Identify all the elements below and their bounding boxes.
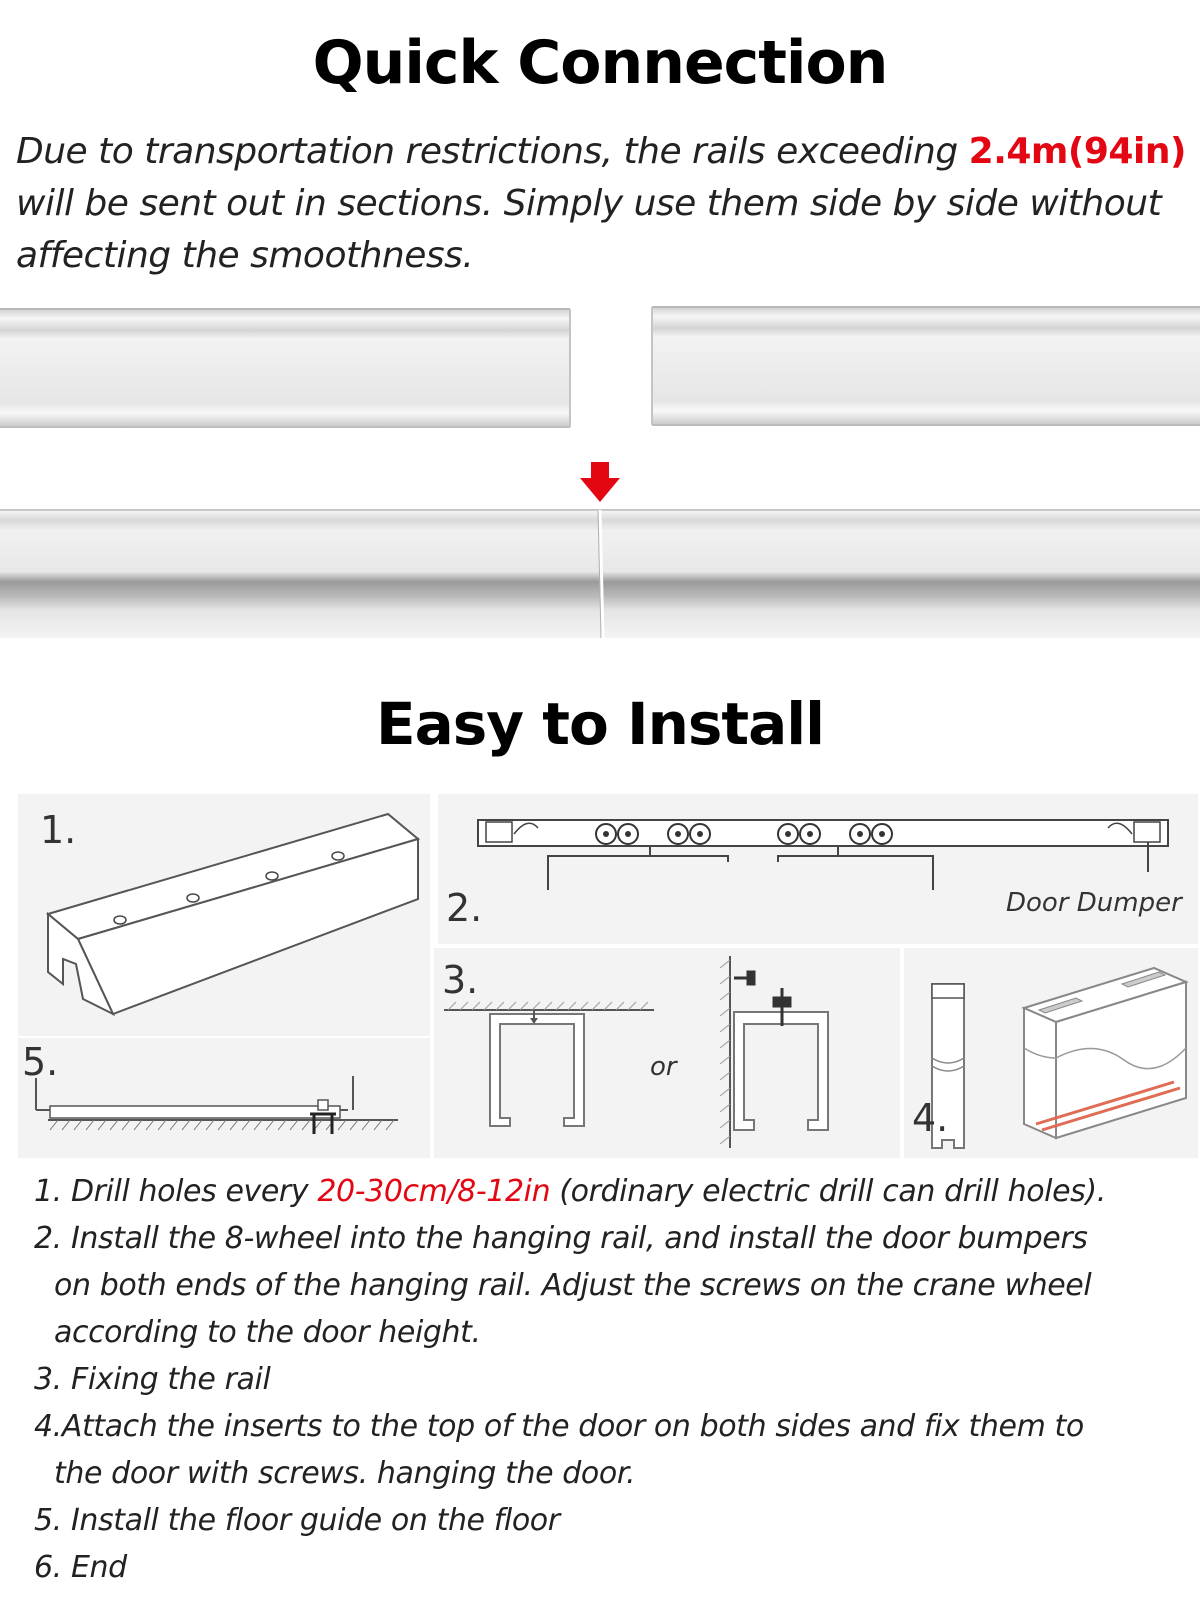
step-4-line-2: the door with screws. hanging the door.	[54, 1456, 636, 1491]
step-2-line-3: according to the door height.	[54, 1315, 481, 1350]
step-label-2: 2.	[446, 886, 483, 930]
rail-section-left	[0, 309, 570, 427]
or-label: or	[650, 1052, 677, 1082]
install-steps	[34, 1168, 1194, 1591]
rail-section-right	[652, 307, 1200, 425]
rail-box-illustration	[18, 794, 430, 1036]
step-label-5: 5.	[22, 1040, 59, 1084]
step-label-4: 4.	[912, 1096, 949, 1140]
intro-part1: Due to transportation restrictions, the rails exceeding	[16, 131, 969, 172]
step-6: 6. End	[34, 1550, 127, 1585]
step-3: 3. Fixing the rail	[34, 1362, 271, 1397]
step-4	[34, 1403, 1194, 1497]
intro-highlight: 2.4m(94in)	[968, 131, 1186, 172]
step-2-line-1: 2. Install the 8-wheel into the hanging rail, and install the door bumpers	[34, 1221, 1088, 1256]
floor-guide-illustration	[18, 1038, 430, 1158]
step-1-text-b: (ordinary electric drill can drill holes).	[550, 1174, 1106, 1209]
step-label-1: 1.	[40, 808, 77, 852]
step-5: 5. Install the floor guide on the floor	[34, 1503, 560, 1538]
step-2	[34, 1215, 1194, 1356]
step-1-spacing: 20-30cm/8-12in	[317, 1174, 551, 1209]
page-title: Quick Connection	[312, 28, 888, 98]
step-2-line-2: on both ends of the hanging rail. Adjust the screws on the crane wheel	[54, 1268, 1092, 1303]
intro-text	[16, 126, 1191, 282]
step-label-3: 3.	[442, 958, 479, 1002]
step-1	[34, 1168, 1194, 1215]
wheel-rail-illustration	[438, 794, 1198, 944]
intro-part2: will be sent out in sections. Simply use them side by side without affecting the smoothness.	[16, 183, 1162, 276]
step-4-line-1: 4.Attach the inserts to the top of the door on both sides and fix them to	[34, 1409, 1084, 1444]
rail-joined	[0, 500, 1200, 660]
down-arrow-icon	[576, 462, 624, 504]
section-title-install: Easy to Install	[375, 690, 825, 758]
step-1-text-a: 1. Drill holes every	[34, 1174, 318, 1209]
door-dumper-label: Door Dumper	[1006, 888, 1182, 918]
rail-sections-separated	[0, 305, 1200, 445]
